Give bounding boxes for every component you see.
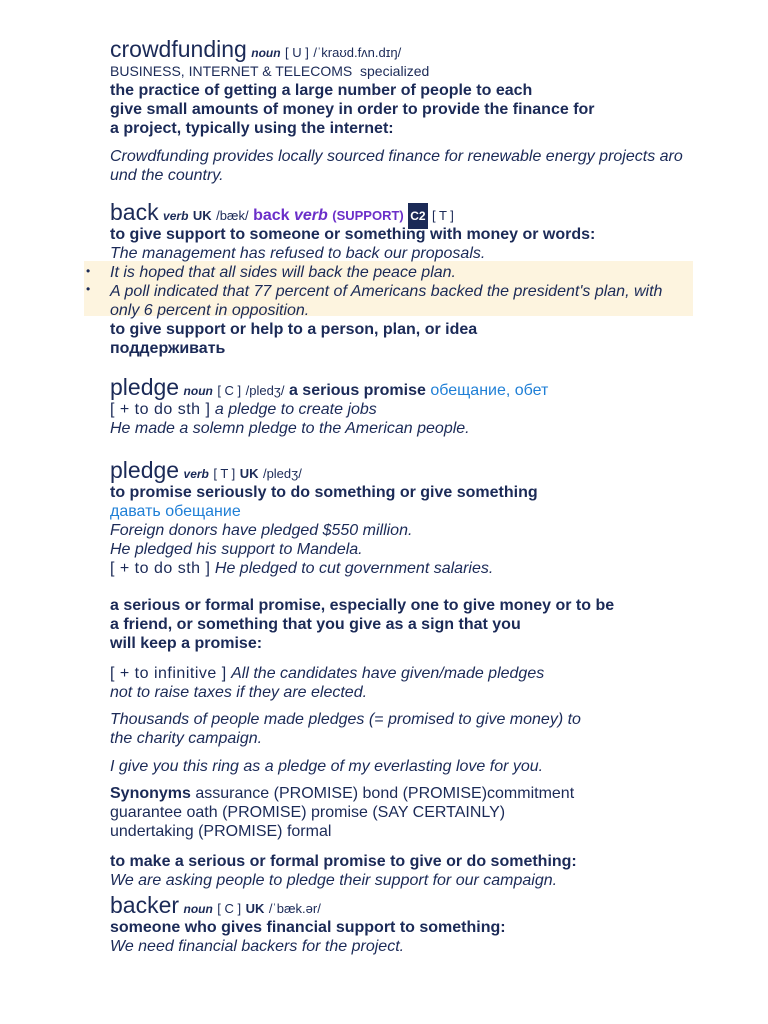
pronunciation: /pledʒ/ <box>262 466 302 481</box>
example-line: He made a solemn pledge to the American people. <box>110 420 470 437</box>
headword: back <box>110 199 159 225</box>
definition-line: will keep a promise: <box>110 635 263 652</box>
synonyms-line[interactable]: undertaking (PROMISE) formal <box>110 823 332 840</box>
definition-line: give small amounts of money in order to provide the finance for <box>110 101 595 118</box>
example-line: We need financial backers for the project. <box>110 938 405 955</box>
example-line: only 6 percent in opposition. <box>110 302 310 319</box>
synonyms-line[interactable]: guarantee oath (PROMISE) promise (SAY CERTAINLY) <box>110 804 506 821</box>
example-line: It is hoped that all sides will back the peace plan. <box>110 264 456 281</box>
example-line: Foreign donors have pledged $550 million. <box>110 522 413 539</box>
example-line: We are asking people to pledge their support for our campaign. <box>110 872 558 889</box>
example-line: Thousands of people made pledges (= promised to give money) to <box>110 711 581 728</box>
entry-pledge-verb <box>110 457 710 578</box>
grammar-pattern: [ + to infinitive ] <box>110 665 227 682</box>
guide-pos: verb <box>293 207 328 224</box>
register-label: specialized <box>360 63 430 79</box>
grammar-code: [ C ] <box>217 383 242 398</box>
grammar-code: [ U ] <box>285 45 309 60</box>
entry-pledge-more <box>110 596 710 890</box>
bullet-icon: • <box>86 264 91 278</box>
entry-pledge-noun <box>110 374 710 438</box>
example-line: The management has refused to back our proposals. <box>110 245 486 262</box>
example-line: I give you this ring as a pledge of my everlasting love for you. <box>110 758 544 775</box>
translation: поддерживать <box>110 340 226 357</box>
example-line: A poll indicated that 77 percent of Americans backed the president's plan, with <box>110 283 663 300</box>
part-of-speech: verb <box>183 467 209 481</box>
grammar-pattern: [ + to do sth ] <box>110 560 211 577</box>
pronunciation: /pledʒ/ <box>245 383 285 398</box>
synonyms-label: Synonyms <box>110 785 191 802</box>
pronunciation: /bæk/ <box>216 208 249 223</box>
grammar-code: [ T ] <box>213 466 236 481</box>
headword: backer <box>110 892 180 918</box>
translation: обещание, обет <box>430 382 549 399</box>
grammar-pattern: [ + to do sth ] <box>110 401 211 418</box>
pronunciation: /ˈkraʊd.fʌn.dɪŋ/ <box>313 45 402 60</box>
example: He pledged to cut government salaries. <box>214 560 494 577</box>
example-line: not to raise taxes if they are elected. <box>110 684 368 701</box>
definition-line: a friend, or something that you give as a sign that you <box>110 616 521 633</box>
guide-word: back <box>253 207 290 224</box>
definition-line: someone who gives financial support to something: <box>110 919 506 936</box>
translation: давать обещание <box>110 503 241 520</box>
definition: a serious promise <box>288 382 426 399</box>
entry-crowdfunding <box>110 36 710 185</box>
part-of-speech: noun <box>183 384 213 398</box>
part-of-speech: noun <box>251 46 281 60</box>
definition-line: a project, typically using the internet: <box>110 120 394 137</box>
entry-backer <box>110 892 710 956</box>
definition-line: to give support to someone or something with money or words: <box>110 226 596 243</box>
definition-line: to make a serious or formal promise to give or do something: <box>110 853 577 870</box>
level-badge: C2 <box>408 203 427 229</box>
grammar-code: [ T ] <box>431 208 454 223</box>
grammar-code: [ C ] <box>217 901 242 916</box>
synonyms-line[interactable]: assurance (PROMISE) bond (PROMISE)commitment <box>195 785 575 802</box>
definition-line: a serious or formal promise, especially one to give money or to be <box>110 597 615 614</box>
example-line: Crowdfunding provides locally sourced finance for renewable energy projects aro <box>110 148 683 165</box>
part-of-speech: noun <box>183 902 213 916</box>
guide-sense: (SUPPORT) <box>332 208 404 223</box>
region-label: UK <box>192 208 212 223</box>
definition-line: to promise seriously to do something or give something <box>110 484 538 501</box>
part-of-speech: verb <box>163 209 189 223</box>
definition-line: to give support or help to a person, plan, or idea <box>110 321 478 338</box>
definition-line: the practice of getting a large number of people to each <box>110 82 533 99</box>
domain-label: BUSINESS, INTERNET & TELECOMS <box>110 63 353 79</box>
headword: pledge <box>110 374 180 400</box>
example: a pledge to create jobs <box>214 401 377 418</box>
example-line: the charity campaign. <box>110 730 263 747</box>
region-label: UK <box>245 901 265 916</box>
pronunciation: /ˈbæk.ər/ <box>268 901 321 916</box>
entry-back <box>110 199 710 358</box>
example-line: He pledged his support to Mandela. <box>110 541 363 558</box>
example: All the candidates have given/made pledges <box>231 665 545 682</box>
headword: crowdfunding <box>110 36 247 62</box>
headword: pledge <box>110 457 180 483</box>
bullet-icon: • <box>86 282 91 296</box>
example-line: und the country. <box>110 167 224 184</box>
region-label: UK <box>239 466 259 481</box>
